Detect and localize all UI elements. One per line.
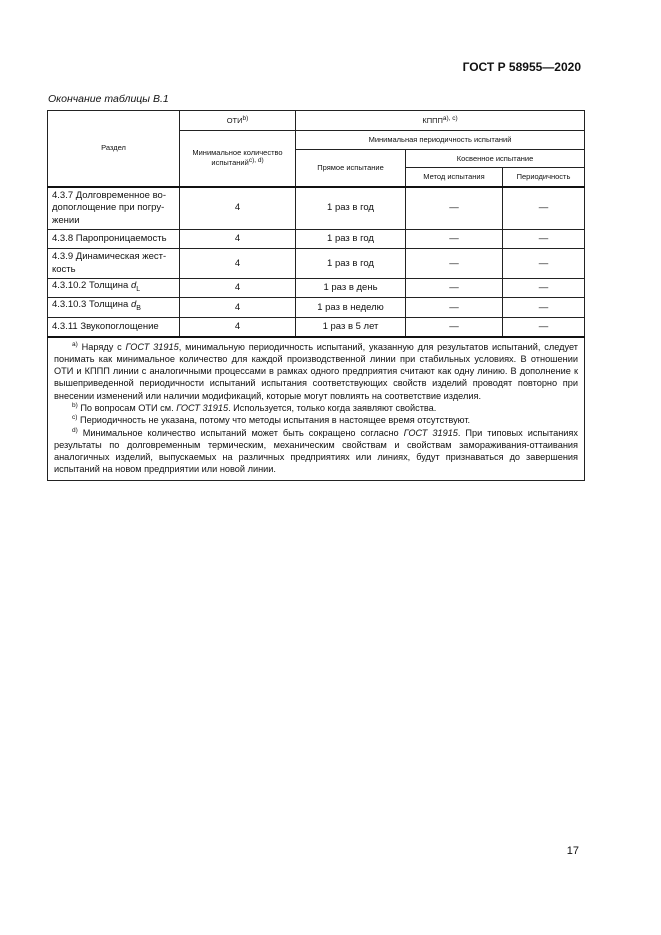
table-row bbox=[48, 249, 585, 279]
row-oti: 4 bbox=[180, 279, 296, 298]
row-method: — bbox=[406, 318, 503, 337]
footnote-a: $^{a)}$ Наряду с ГОСТ 31915, минимальную периодичность испытаний, указанную для результатов испытаний, следует понимать как минимальное количество для каждой производственной линии при стабильных условиях. В отношении ОТИ и КППП линии с аналогичными процессами в рамках одного предприятия считают как одну линию. В дополнение к вышеприведенной периодичности испытаний испытания соответствующих свойств изделий проводят повторно при внесении изменений или наличии модификаций, которые могут повлиять на соответствие изделия. bbox=[54, 340, 579, 401]
row-method: — bbox=[406, 187, 503, 230]
table-row bbox=[48, 298, 585, 318]
row-section: 4.3.11 Звукопоглощение bbox=[48, 318, 180, 337]
header-section: Раздел bbox=[48, 111, 180, 187]
row-oti: 4 bbox=[180, 249, 296, 279]
footnote-b: $^{b)}$ По вопросам ОТИ см. ГОСТ 31915. Используется, только когда заявляют свойства. bbox=[72, 401, 437, 413]
header-row-1 bbox=[48, 111, 585, 131]
footnotes-row bbox=[48, 337, 585, 481]
row-method: — bbox=[406, 298, 503, 318]
row-oti: 4 bbox=[180, 298, 296, 318]
header-periodicity: Периодичность bbox=[503, 168, 585, 187]
footnote-d: $^{d)}$ Минимальное количество испытаний может быть сокращено согласно ГОСТ 31915. При типовых испытаниях результаты по долговременным термическим, механическим свойствам и свойствам замораживания-оттаивания аналогичных изделий, выпускаемых на различных предприятиях или линиях, будут признаваться до завершения испытаний на новом предприятии или новой линии. bbox=[54, 426, 579, 475]
row-period: — bbox=[503, 249, 585, 279]
footnote-c: $^{c)}$ Периодичность не указана, потому что методы испытания в настоящее время отсутствуют. bbox=[72, 414, 471, 426]
header-direct-test: Прямое испытание bbox=[296, 150, 406, 187]
header-test-method: Метод испытания bbox=[406, 168, 503, 187]
row-oti: 4 bbox=[180, 187, 296, 230]
row-section: 4.3.10.2 Толщина $d_L$ bbox=[48, 279, 180, 298]
table-row bbox=[48, 279, 585, 298]
row-section: 4.3.7 Долговременное во-допоглощение при погру-жении bbox=[48, 187, 180, 230]
row-method: — bbox=[406, 279, 503, 298]
row-method: — bbox=[406, 230, 503, 249]
row-section: 4.3.9 Динамическая жест-кость bbox=[48, 249, 180, 279]
row-direct: 1 раз в год bbox=[296, 187, 406, 230]
page-number: 17 bbox=[566, 845, 579, 857]
row-period: — bbox=[503, 318, 585, 337]
row-period: — bbox=[503, 187, 585, 230]
testing-table bbox=[47, 110, 585, 481]
row-direct: 1 раз в год bbox=[296, 230, 406, 249]
row-direct: 1 раз в год bbox=[296, 249, 406, 279]
row-direct: 1 раз в день bbox=[296, 279, 406, 298]
row-direct: 1 раз в 5 лет bbox=[296, 318, 406, 337]
table-row bbox=[48, 230, 585, 249]
header-oti: ОТИ$^{b)}$ bbox=[180, 111, 296, 131]
row-direct: 1 раз в неделю bbox=[296, 298, 406, 318]
table-row bbox=[48, 318, 585, 337]
row-period: — bbox=[503, 279, 585, 298]
header-oti-min-count: Минимальное количество испытаний$^{c), d)}$ bbox=[180, 131, 296, 187]
table-row bbox=[48, 187, 585, 230]
row-period: — bbox=[503, 298, 585, 318]
header-indirect-test: Косвенное испытание bbox=[406, 150, 585, 168]
header-kppp: $КППП^{a), c)}$ bbox=[296, 111, 585, 131]
standard-code: ГОСТ Р 58955—2020 bbox=[462, 60, 581, 74]
footnotes bbox=[48, 337, 585, 481]
header-min-periodicity: Минимальная периодичность испытаний bbox=[296, 131, 585, 150]
row-method: — bbox=[406, 249, 503, 279]
row-section: 4.3.8 Паропроницаемость bbox=[48, 230, 180, 249]
row-oti: 4 bbox=[180, 230, 296, 249]
row-oti: 4 bbox=[180, 318, 296, 337]
row-period: — bbox=[503, 230, 585, 249]
row-section: 4.3.10.3 Толщина $d_B$ bbox=[48, 298, 180, 318]
table-caption: Окончание таблицы В.1 bbox=[48, 93, 169, 105]
